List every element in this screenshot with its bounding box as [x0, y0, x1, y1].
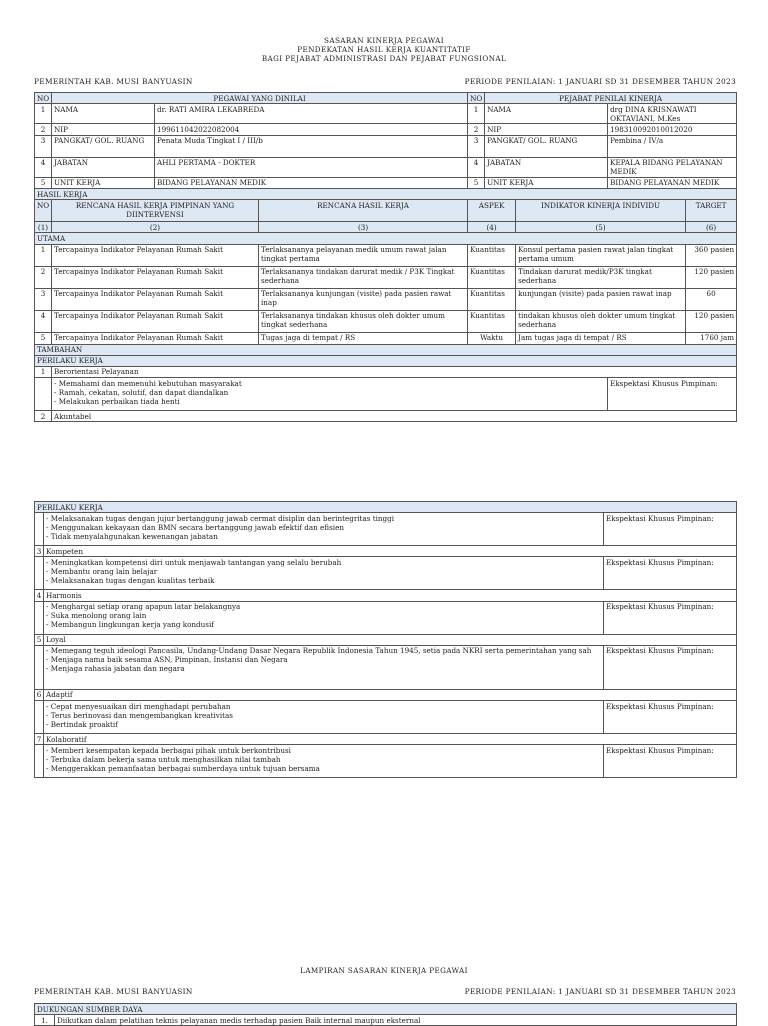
hasil-kerja-title-row	[35, 188, 737, 199]
pegawai-dinilai-header: PEGAWAI YANG DINILAI	[52, 93, 468, 104]
ekspektasi-cell: Ekspektasi Khusus Pimpinan:	[604, 513, 737, 546]
hasil-no-header: NO	[35, 200, 52, 222]
col-number: (4)	[468, 222, 516, 233]
penilai-row-no: 5	[468, 177, 485, 188]
pegawai-row-value: Penata Muda Tingkat I / III/b	[155, 135, 468, 157]
perilaku-group-no: 6	[35, 689, 44, 700]
penilai-row-value: BIDANG PELAYANAN MEDIK	[608, 177, 737, 188]
penilai-row-value: 198310092010012020	[608, 124, 737, 135]
hasil-row-indikator: tindakan khusus oleh dokter umum tingkat sederhana	[516, 310, 686, 332]
ekspektasi-cell: Ekspektasi Khusus Pimpinan:	[604, 645, 737, 689]
hasil-row-indikator: Jam tugas jaga di tempat / RS	[516, 332, 686, 344]
pegawai-row-no: 1	[35, 104, 52, 124]
hasil-row-pimpinan: Tercapainya Indikator Pelayanan Rumah Sakit	[52, 266, 259, 288]
hasil-kerja-number-row	[35, 222, 737, 233]
hasil-row	[35, 310, 737, 332]
pegawai-row	[35, 177, 737, 188]
lampiran-meta-periode: PERIODE PENILAIAN: 1 JANUARI SD 31 DESEMBER TAHUN 2023	[464, 987, 736, 996]
col-number: (5)	[516, 222, 686, 233]
skp-table-main	[34, 92, 737, 422]
pegawai-row	[35, 104, 737, 124]
perilaku-group-name: Kompeten	[44, 546, 737, 557]
penilai-row-label: PANGKAT/ GOL. RUANG	[485, 135, 608, 157]
ekspektasi-cell: Ekspektasi Khusus Pimpinan:	[604, 745, 737, 778]
hasil-indikator-header: INDIKATOR KINERJA INDIVIDU	[516, 200, 686, 222]
perilaku-group-head	[35, 689, 737, 700]
perilaku-group-head	[35, 366, 737, 377]
meta-periode: PERIODE PENILAIAN: 1 JANUARI SD 31 DESEMBER TAHUN 2023	[464, 77, 736, 86]
penilai-header: PEJABAT PENILAI KINERJA	[485, 93, 737, 104]
pegawai-row-no: 4	[35, 157, 52, 177]
ekspektasi-cell: Ekspektasi Khusus Pimpinan:	[608, 378, 737, 411]
perilaku-items	[44, 700, 604, 733]
penilai-row-no: 3	[468, 135, 485, 157]
penilai-row-no: 4	[468, 157, 485, 177]
perilaku-table-continued	[34, 501, 737, 778]
perilaku-group-body	[35, 645, 737, 689]
perilaku-group-body	[35, 745, 737, 778]
perilaku-item: - Melaksanakan tugas dengan jujur bertanggung jawab cermat disiplin dan berintegritas tinggi	[46, 513, 395, 523]
hasil-row	[35, 288, 737, 310]
pegawai-header-row	[35, 93, 737, 104]
pegawai-row	[35, 135, 737, 157]
perilaku-group-name: Loyal	[44, 634, 737, 645]
utama-row	[35, 233, 737, 244]
perilaku-group-head	[35, 411, 737, 422]
lampiran-title: LAMPIRAN SASARAN KINERJA PEGAWAI	[300, 966, 468, 975]
perilaku-item: - Tidak menyalahgunakan kewenangan jabatan	[46, 531, 218, 541]
penilai-row-label: NIP	[485, 124, 608, 135]
perilaku-item: - Melakukan perbaikan tiada henti	[54, 396, 180, 406]
doc-title-2: PENDEKATAN HASIL KERJA KUANTITATIF	[297, 45, 471, 54]
ekspektasi-cell: Ekspektasi Khusus Pimpinan:	[604, 557, 737, 590]
perilaku-items	[52, 378, 608, 411]
dukungan-title-row	[35, 1004, 737, 1015]
hasil-row-rencana: Terlaksananya tindakan darurat medik / P3K Tingkat sederhana	[259, 266, 468, 288]
perilaku-item: - Ramah, cekatan, solutif, dan dapat diandalkan	[54, 387, 229, 397]
perilaku-item: - Membangun lingkungan kerja yang kondusif	[46, 620, 214, 630]
dukungan-row	[35, 1015, 737, 1026]
hasil-row-target: 60	[686, 288, 737, 310]
hasil-row-aspek: Kuantitas	[468, 244, 516, 266]
lampiran-table	[34, 1003, 737, 1026]
perilaku-spacer	[35, 745, 44, 778]
perilaku-title: PERILAKU KERJA	[35, 502, 737, 513]
hasil-target-header: TARGET	[686, 200, 737, 222]
doc-title-3: BAGI PEJABAT ADMINISTRASI DAN PEJABAT FUNGSIONAL	[261, 54, 507, 63]
perilaku-item: - Menjaga nama baik sesama ASN, Pimpinan, Instansi dan Negara	[46, 655, 288, 665]
col-number: (1)	[35, 222, 52, 233]
penilai-row-label: NAMA	[485, 104, 608, 124]
hasil-row-no: 4	[35, 310, 52, 332]
perilaku-group-no: 3	[35, 546, 44, 557]
pegawai-row-value: AHLI PERTAMA - DOKTER	[155, 157, 468, 177]
perilaku-item: - Memahami dan memenuhi kebutuhan masyarakat	[54, 378, 242, 388]
perilaku-item: - Terbuka dalam bekerja sama untuk menghasilkan nilai tambah	[46, 754, 281, 764]
perilaku-item: - Memegang teguh ideologi Pancasila, Undang-Undang Dasar Negara Republik Indonesia Tahun 1945, setia pada NKRI serta pemerintahan yang sah	[46, 646, 592, 656]
hasil-row-pimpinan: Tercapainya Indikator Pelayanan Rumah Sakit	[52, 310, 259, 332]
lampiran-meta-line	[34, 988, 736, 997]
perilaku-group-body	[35, 601, 737, 634]
perilaku-item: - Terus berinovasi dan mengembangkan kreativitas	[46, 710, 233, 720]
perilaku-group-name: Kolaboratif	[44, 733, 737, 744]
perilaku-items	[44, 645, 604, 689]
hasil-row-aspek: Kuantitas	[468, 288, 516, 310]
ekspektasi-cell: Ekspektasi Khusus Pimpinan:	[604, 700, 737, 733]
hasil-row-target: 1760 jam	[686, 332, 737, 344]
hasil-row-aspek: Kuantitas	[468, 266, 516, 288]
penilai-no-header: NO	[468, 93, 485, 104]
penilai-row-value: KEPALA BIDANG PELAYANAN MEDIK	[608, 157, 737, 177]
perilaku-group-body	[35, 700, 737, 733]
col-number: (3)	[259, 222, 468, 233]
hasil-kerja-header-row	[35, 200, 737, 222]
perilaku-group-name: Harmonis	[44, 590, 737, 601]
perilaku-item: - Membantu orang lain belajar	[46, 566, 158, 576]
perilaku-group-body	[35, 513, 737, 546]
tambahan-label: TAMBAHAN	[35, 344, 737, 355]
pegawai-row-value: 199611042022082004	[155, 124, 468, 135]
tambahan-row	[35, 344, 737, 355]
perilaku-spacer	[35, 557, 44, 590]
pegawai-row-label: NIP	[52, 124, 155, 135]
pegawai-row	[35, 157, 737, 177]
perilaku-title-row	[35, 502, 737, 513]
hasil-row-no: 3	[35, 288, 52, 310]
perilaku-item: - Suka menolong orang lain	[46, 611, 147, 621]
hasil-row-rencana: Terlaksananya pelayanan medik umum rawat jalan tingkat pertama	[259, 244, 468, 266]
perilaku-items	[44, 557, 604, 590]
meta-line	[34, 78, 736, 87]
perilaku-spacer	[35, 378, 52, 411]
hasil-row	[35, 266, 737, 288]
perilaku-items	[44, 601, 604, 634]
pegawai-row-label: PANGKAT/ GOL. RUANG	[52, 135, 155, 157]
hasil-row-target: 360 pasien	[686, 244, 737, 266]
hasil-row-no: 5	[35, 332, 52, 344]
utama-label: UTAMA	[35, 233, 737, 244]
hasil-row-pimpinan: Tercapainya Indikator Pelayanan Rumah Sakit	[52, 288, 259, 310]
dukungan-row-text: Diikutkan dalam pelatihan teknis pelayanan medis terhadap pasien Baik internal maupun eksternal	[55, 1015, 737, 1026]
pegawai-row-label: JABATAN	[52, 157, 155, 177]
perilaku-group-body	[35, 378, 737, 411]
meta-instansi: PEMERINTAH KAB. MUSI BANYUASIN	[34, 77, 193, 86]
hasil-rencana-header: RENCANA HASIL KERJA	[259, 200, 468, 222]
pegawai-row-label: NAMA	[52, 104, 155, 124]
perilaku-spacer	[35, 513, 44, 546]
perilaku-item: - Menghargai setiap orang apapun latar belakangnya	[46, 602, 241, 612]
hasil-row-target: 120 pasien	[686, 266, 737, 288]
pegawai-row-no: 2	[35, 124, 52, 135]
perilaku-item: - Memberi kesempatan kepada berbagai pihak untuk berkontribusi	[46, 745, 291, 755]
perilaku-item: - Menggerakkan pemanfaatan berbagai sumberdaya untuk tujuan bersama	[46, 763, 320, 773]
hasil-aspek-header: ASPEK	[468, 200, 516, 222]
perilaku-group-no: 7	[35, 733, 44, 744]
dukungan-row-no: 1.	[35, 1015, 55, 1026]
penilai-row-label: UNIT KERJA	[485, 177, 608, 188]
hasil-row-target: 120 pasien	[686, 310, 737, 332]
perilaku-group-body	[35, 557, 737, 590]
perilaku-items	[44, 513, 604, 546]
perilaku-group-name: Adaptif	[44, 689, 737, 700]
col-number: (2)	[52, 222, 259, 233]
perilaku-group-name: Akuntabel	[52, 411, 737, 422]
perilaku-title: PERILAKU KERJA	[35, 355, 737, 366]
pegawai-row	[35, 124, 737, 135]
pegawai-row-label: UNIT KERJA	[52, 177, 155, 188]
pegawai-row-no: 3	[35, 135, 52, 157]
penilai-row-label: JABATAN	[485, 157, 608, 177]
perilaku-spacer	[35, 601, 44, 634]
perilaku-group-no: 5	[35, 634, 44, 645]
doc-title-1: SASARAN KINERJA PEGAWAI	[324, 36, 444, 45]
penilai-row-value: drg DINA KRISNAWATI OKTAVIANI, M.Kes	[608, 104, 737, 124]
lampiran-meta-instansi: PEMERINTAH KAB. MUSI BANYUASIN	[34, 987, 193, 996]
perilaku-group-head	[35, 546, 737, 557]
perilaku-group-head	[35, 590, 737, 601]
perilaku-group-no: 2	[35, 411, 52, 422]
pegawai-row-value: BIDANG PELAYANAN MEDIK	[155, 177, 468, 188]
perilaku-items	[44, 745, 604, 778]
perilaku-group-head	[35, 634, 737, 645]
perilaku-item: - Menjaga rahasia jabatan dan negara	[46, 664, 185, 674]
hasil-row-no: 1	[35, 244, 52, 266]
perilaku-group-no: 4	[35, 590, 44, 601]
perilaku-group-name: Berorientasi Pelayanan	[52, 366, 737, 377]
perilaku-item: - Bertindak proaktif	[46, 719, 118, 729]
penilai-row-no: 2	[468, 124, 485, 135]
perilaku-item: - Menggunakan kekayaan dan BMN secara bertanggung jawab efektif dan efisien	[46, 522, 344, 532]
hasil-row-aspek: Kuantitas	[468, 310, 516, 332]
pegawai-row-value: dr. RATI AMIRA LEKABREDA	[155, 104, 468, 124]
hasil-row-rencana: Terlaksananya tindakan khusus oleh dokter umum tingkat sederhana	[259, 310, 468, 332]
perilaku-spacer	[35, 700, 44, 733]
hasil-row-aspek: Waktu	[468, 332, 516, 344]
hasil-row-indikator: Konsul pertama pasien rawat jalan tingkat pertama umum	[516, 244, 686, 266]
penilai-row-value: Pembina / IV/a	[608, 135, 737, 157]
pegawai-row-no: 5	[35, 177, 52, 188]
pegawai-no-header: NO	[35, 93, 52, 104]
hasil-row	[35, 332, 737, 344]
hasil-row-rencana: Tugas jaga di tempat / RS	[259, 332, 468, 344]
hasil-row	[35, 244, 737, 266]
ekspektasi-cell: Ekspektasi Khusus Pimpinan:	[604, 601, 737, 634]
hasil-kerja-title: HASIL KERJA	[35, 188, 737, 199]
hasil-row-pimpinan: Tercapainya Indikator Pelayanan Rumah Sakit	[52, 244, 259, 266]
hasil-row-indikator: kunjungan (visite) pada pasien rawat inap	[516, 288, 686, 310]
col-number: (6)	[686, 222, 737, 233]
hasil-row-indikator: Tindakan darurat medik/P3K tingkat sederhana	[516, 266, 686, 288]
dukungan-title: DUKUNGAN SUMBER DAYA	[35, 1004, 737, 1015]
hasil-row-no: 2	[35, 266, 52, 288]
hasil-row-pimpinan: Tercapainya Indikator Pelayanan Rumah Sakit	[52, 332, 259, 344]
perilaku-spacer	[35, 645, 44, 689]
hasil-pimpinan-header: RENCANA HASIL KERJA PIMPINAN YANG DIINTERVENSI	[52, 200, 259, 222]
hasil-row-rencana: Terlaksananya kunjungan (visite) pada pasien rawat inap	[259, 288, 468, 310]
perilaku-title-row	[35, 355, 737, 366]
perilaku-group-no: 1	[35, 366, 52, 377]
perilaku-item: - Cepat menyesuaikan diri menghadapi perubahan	[46, 701, 231, 711]
penilai-row-no: 1	[468, 104, 485, 124]
perilaku-item: - Melaksanakan tugas dengan kualitas terbaik	[46, 575, 215, 585]
perilaku-group-head	[35, 733, 737, 744]
perilaku-item: - Meningkatkan kompetensi diri untuk menjawab tantangan yang selalu berubah	[46, 557, 342, 567]
